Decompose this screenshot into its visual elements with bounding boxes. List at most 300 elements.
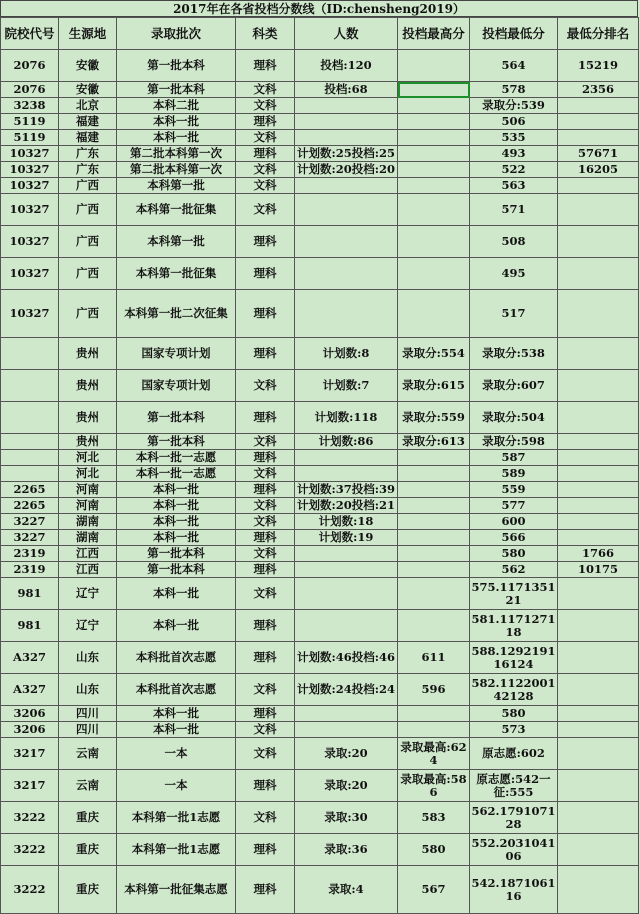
cell-origin[interactable]: 重庆 xyxy=(59,866,117,914)
cell-category[interactable]: 理科 xyxy=(236,290,295,338)
cell-origin[interactable]: 江西 xyxy=(59,562,117,578)
cell-origin[interactable]: 贵州 xyxy=(59,402,117,434)
cell-max-score[interactable] xyxy=(398,98,470,114)
cell-max-score[interactable]: 583 xyxy=(398,802,470,834)
cell-count[interactable]: 计划数:18 xyxy=(295,514,398,530)
cell-origin[interactable]: 云南 xyxy=(59,738,117,770)
cell-min-score[interactable]: 575.117135121 xyxy=(470,578,558,610)
cell-min-rank[interactable] xyxy=(558,530,639,546)
cell-origin[interactable]: 河北 xyxy=(59,450,117,466)
cell-count[interactable]: 计划数:20投档:20 xyxy=(295,162,398,178)
cell-min-score[interactable]: 517 xyxy=(470,290,558,338)
cell-max-score[interactable] xyxy=(398,466,470,482)
cell-max-score[interactable] xyxy=(398,290,470,338)
cell-school-code[interactable]: 10327 xyxy=(1,226,59,258)
cell-school-code[interactable]: 2076 xyxy=(1,82,59,98)
cell-min-score[interactable]: 录取分:598 xyxy=(470,434,558,450)
cell-count[interactable] xyxy=(295,178,398,194)
cell-count[interactable]: 计划数:24投档:24 xyxy=(295,674,398,706)
cell-category[interactable]: 理科 xyxy=(236,50,295,82)
cell-max-score[interactable]: 567 xyxy=(398,866,470,914)
cell-count[interactable] xyxy=(295,610,398,642)
cell-category[interactable]: 文科 xyxy=(236,178,295,194)
cell-school-code[interactable] xyxy=(1,338,59,370)
cell-min-rank[interactable] xyxy=(558,834,639,866)
cell-min-rank[interactable] xyxy=(558,338,639,370)
cell-origin[interactable]: 广西 xyxy=(59,194,117,226)
cell-min-rank[interactable] xyxy=(558,114,639,130)
cell-category[interactable]: 理科 xyxy=(236,834,295,866)
table-row xyxy=(1,50,639,82)
cell-school-code[interactable] xyxy=(1,450,59,466)
cell-batch[interactable]: 本科第一批 xyxy=(117,226,236,258)
cell-origin[interactable]: 重庆 xyxy=(59,802,117,834)
cell-origin[interactable]: 贵州 xyxy=(59,434,117,450)
cell-min-score[interactable]: 571 xyxy=(470,194,558,226)
cell-count[interactable]: 录取:36 xyxy=(295,834,398,866)
cell-batch[interactable]: 第一批本科 xyxy=(117,562,236,578)
cell-min-score[interactable]: 580 xyxy=(470,546,558,562)
cell-batch[interactable]: 第二批本科第一次 xyxy=(117,162,236,178)
cell-category[interactable]: 文科 xyxy=(236,514,295,530)
cell-max-score[interactable]: 录取分:613 xyxy=(398,434,470,450)
cell-min-rank[interactable] xyxy=(558,802,639,834)
cell-count[interactable] xyxy=(295,130,398,146)
header-origin[interactable]: 生源地 xyxy=(59,18,117,50)
cell-max-score[interactable] xyxy=(398,706,470,722)
cell-min-rank[interactable] xyxy=(558,402,639,434)
cell-min-rank[interactable] xyxy=(558,722,639,738)
cell-category[interactable]: 文科 xyxy=(236,162,295,178)
cell-count[interactable]: 计划数:118 xyxy=(295,402,398,434)
cell-count[interactable] xyxy=(295,578,398,610)
cell-batch[interactable]: 一本 xyxy=(117,770,236,802)
cell-count[interactable]: 计划数:8 xyxy=(295,338,398,370)
header-min-score[interactable]: 投档最低分 xyxy=(470,18,558,50)
cell-batch[interactable]: 本科一批 xyxy=(117,130,236,146)
cell-max-score[interactable] xyxy=(398,146,470,162)
cell-school-code[interactable]: 981 xyxy=(1,578,59,610)
cell-school-code[interactable]: 5119 xyxy=(1,114,59,130)
cell-min-score[interactable]: 542.187106116 xyxy=(470,866,558,914)
cell-category[interactable]: 文科 xyxy=(236,434,295,450)
cell-batch[interactable]: 本科一批一志愿 xyxy=(117,450,236,466)
cell-max-score[interactable] xyxy=(398,610,470,642)
cell-origin[interactable]: 广东 xyxy=(59,146,117,162)
cell-school-code[interactable]: 2265 xyxy=(1,498,59,514)
cell-count[interactable]: 投档:120 xyxy=(295,50,398,82)
cell-min-rank[interactable]: 2356 xyxy=(558,82,639,98)
header-batch[interactable]: 录取批次 xyxy=(117,18,236,50)
cell-count[interactable] xyxy=(295,562,398,578)
cell-origin[interactable]: 河南 xyxy=(59,482,117,498)
cell-batch[interactable]: 第一批本科 xyxy=(117,82,236,98)
cell-count[interactable] xyxy=(295,114,398,130)
cell-origin[interactable]: 湖南 xyxy=(59,530,117,546)
cell-max-score[interactable]: 录取分:559 xyxy=(398,402,470,434)
cell-max-score[interactable]: 录取分:554 xyxy=(398,338,470,370)
cell-origin[interactable]: 广西 xyxy=(59,290,117,338)
cell-batch[interactable]: 本科一批 xyxy=(117,530,236,546)
cell-origin[interactable]: 云南 xyxy=(59,770,117,802)
cell-max-score[interactable] xyxy=(398,498,470,514)
cell-max-score[interactable] xyxy=(398,722,470,738)
cell-school-code[interactable]: 2319 xyxy=(1,546,59,562)
cell-school-code[interactable]: 3217 xyxy=(1,738,59,770)
cell-min-score[interactable]: 522 xyxy=(470,162,558,178)
cell-school-code[interactable]: 10327 xyxy=(1,146,59,162)
cell-school-code[interactable]: 3206 xyxy=(1,722,59,738)
cell-max-score[interactable] xyxy=(398,50,470,82)
cell-count[interactable] xyxy=(295,722,398,738)
header-min-rank[interactable]: 最低分排名 xyxy=(558,18,639,50)
cell-batch[interactable]: 本科一批 xyxy=(117,498,236,514)
cell-min-score[interactable]: 录取分:504 xyxy=(470,402,558,434)
cell-min-score[interactable]: 588.129219116124 xyxy=(470,642,558,674)
cell-origin[interactable]: 湖南 xyxy=(59,514,117,530)
cell-min-score[interactable]: 495 xyxy=(470,258,558,290)
table-row xyxy=(1,434,639,450)
cell-count[interactable] xyxy=(295,706,398,722)
cell-category[interactable]: 文科 xyxy=(236,98,295,114)
cell-school-code[interactable]: 2076 xyxy=(1,50,59,82)
cell-origin[interactable]: 河南 xyxy=(59,498,117,514)
cell-min-score[interactable]: 559 xyxy=(470,482,558,498)
cell-min-score[interactable]: 506 xyxy=(470,114,558,130)
cell-batch[interactable]: 本科第一批1志愿 xyxy=(117,834,236,866)
cell-min-rank[interactable] xyxy=(558,466,639,482)
cell-origin[interactable]: 广西 xyxy=(59,226,117,258)
cell-min-rank[interactable] xyxy=(558,178,639,194)
cell-min-rank[interactable] xyxy=(558,578,639,610)
cell-origin[interactable]: 福建 xyxy=(59,114,117,130)
cell-count[interactable]: 计划数:19 xyxy=(295,530,398,546)
cell-origin[interactable]: 贵州 xyxy=(59,370,117,402)
cell-category[interactable]: 文科 xyxy=(236,674,295,706)
cell-category[interactable]: 理科 xyxy=(236,450,295,466)
cell-category[interactable]: 文科 xyxy=(236,194,295,226)
cell-min-rank[interactable]: 1766 xyxy=(558,546,639,562)
cell-min-rank[interactable] xyxy=(558,498,639,514)
cell-max-score[interactable]: 录取最高:586 xyxy=(398,770,470,802)
cell-min-score[interactable]: 589 xyxy=(470,466,558,482)
cell-max-score[interactable] xyxy=(398,194,470,226)
cell-min-score[interactable]: 录取分:539 xyxy=(470,98,558,114)
cell-min-score[interactable]: 508 xyxy=(470,226,558,258)
cell-min-score[interactable]: 581.117127118 xyxy=(470,610,558,642)
cell-min-score[interactable]: 录取分:538 xyxy=(470,338,558,370)
cell-min-rank[interactable] xyxy=(558,706,639,722)
cell-count[interactable]: 投档:68 xyxy=(295,82,398,98)
cell-min-score[interactable]: 563 xyxy=(470,178,558,194)
header-school-code[interactable]: 院校代号 xyxy=(1,18,59,50)
cell-min-rank[interactable] xyxy=(558,514,639,530)
cell-max-score[interactable]: 580 xyxy=(398,834,470,866)
cell-category[interactable]: 理科 xyxy=(236,146,295,162)
cell-min-score[interactable]: 录取分:607 xyxy=(470,370,558,402)
cell-school-code[interactable]: 3227 xyxy=(1,530,59,546)
header-count[interactable]: 人数 xyxy=(295,18,398,50)
cell-min-rank[interactable]: 57671 xyxy=(558,146,639,162)
cell-batch[interactable]: 国家专项计划 xyxy=(117,370,236,402)
cell-category[interactable]: 理科 xyxy=(236,402,295,434)
cell-category[interactable]: 文科 xyxy=(236,578,295,610)
cell-batch[interactable]: 一本 xyxy=(117,738,236,770)
cell-count[interactable] xyxy=(295,290,398,338)
cell-max-score[interactable] xyxy=(398,530,470,546)
table-row xyxy=(1,530,639,546)
cell-category[interactable]: 文科 xyxy=(236,802,295,834)
cell-min-rank[interactable] xyxy=(558,770,639,802)
cell-origin[interactable]: 山东 xyxy=(59,642,117,674)
cell-count[interactable]: 录取:20 xyxy=(295,770,398,802)
cell-count[interactable]: 计划数:20投档:21 xyxy=(295,498,398,514)
cell-count[interactable]: 计划数:86 xyxy=(295,434,398,450)
cell-min-score[interactable]: 600 xyxy=(470,514,558,530)
cell-school-code[interactable]: 5119 xyxy=(1,130,59,146)
cell-batch[interactable]: 本科第一批征集 xyxy=(117,194,236,226)
cell-max-score[interactable] xyxy=(398,514,470,530)
cell-min-rank[interactable] xyxy=(558,610,639,642)
header-category[interactable]: 科类 xyxy=(236,18,295,50)
cell-school-code[interactable]: 3217 xyxy=(1,770,59,802)
cell-origin[interactable]: 安徽 xyxy=(59,82,117,98)
cell-min-rank[interactable] xyxy=(558,226,639,258)
cell-category[interactable]: 文科 xyxy=(236,82,295,98)
cell-min-score[interactable]: 535 xyxy=(470,130,558,146)
header-row xyxy=(1,18,639,50)
cell-count[interactable]: 计划数:7 xyxy=(295,370,398,402)
cell-origin[interactable]: 河北 xyxy=(59,466,117,482)
cell-max-score[interactable] xyxy=(398,130,470,146)
cell-min-score[interactable]: 564 xyxy=(470,50,558,82)
cell-min-score[interactable]: 原志愿:542一征:555 xyxy=(470,770,558,802)
table-row xyxy=(1,498,639,514)
cell-category[interactable]: 理科 xyxy=(236,482,295,498)
cell-count[interactable] xyxy=(295,98,398,114)
cell-count[interactable] xyxy=(295,546,398,562)
cell-school-code[interactable]: A327 xyxy=(1,642,59,674)
table-row xyxy=(1,226,639,258)
cell-max-score[interactable] xyxy=(398,258,470,290)
cell-school-code[interactable]: 10327 xyxy=(1,290,59,338)
cell-min-score[interactable]: 562 xyxy=(470,562,558,578)
cell-batch[interactable]: 本科第一批1志愿 xyxy=(117,802,236,834)
cell-school-code[interactable] xyxy=(1,466,59,482)
cell-school-code[interactable]: 3227 xyxy=(1,514,59,530)
cell-batch[interactable]: 第一批本科 xyxy=(117,546,236,562)
cell-school-code[interactable]: 3222 xyxy=(1,834,59,866)
cell-category[interactable]: 文科 xyxy=(236,722,295,738)
cell-max-score[interactable]: 录取分:615 xyxy=(398,370,470,402)
cell-min-rank[interactable]: 15219 xyxy=(558,50,639,82)
cell-batch[interactable]: 第二批本科第一次 xyxy=(117,146,236,162)
cell-min-score[interactable]: 577 xyxy=(470,498,558,514)
cell-batch[interactable]: 第一批本科 xyxy=(117,50,236,82)
cell-origin[interactable]: 北京 xyxy=(59,98,117,114)
table-row xyxy=(1,802,639,834)
cell-batch[interactable]: 本科第一批征集志愿 xyxy=(117,866,236,914)
cell-origin[interactable]: 广西 xyxy=(59,258,117,290)
cell-category[interactable]: 文科 xyxy=(236,546,295,562)
cell-count[interactable] xyxy=(295,258,398,290)
cell-origin[interactable]: 安徽 xyxy=(59,50,117,82)
sheet-title[interactable]: 2017年在各省投档分数线（ID:chensheng2019） xyxy=(0,0,638,17)
cell-max-score[interactable] xyxy=(398,450,470,466)
cell-batch[interactable]: 本科一批 xyxy=(117,610,236,642)
cell-count[interactable]: 录取:20 xyxy=(295,738,398,770)
cell-category[interactable]: 理科 xyxy=(236,706,295,722)
cell-min-rank[interactable]: 10175 xyxy=(558,562,639,578)
cell-batch[interactable]: 本科一批 xyxy=(117,578,236,610)
cell-school-code[interactable]: 10327 xyxy=(1,162,59,178)
cell-min-rank[interactable] xyxy=(558,130,639,146)
cell-school-code[interactable]: 3206 xyxy=(1,706,59,722)
cell-batch[interactable]: 本科批首次志愿 xyxy=(117,642,236,674)
cell-min-score[interactable]: 552.203104106 xyxy=(470,834,558,866)
cell-batch[interactable]: 本科第一批二次征集 xyxy=(117,290,236,338)
cell-school-code[interactable] xyxy=(1,370,59,402)
cell-school-code[interactable]: 2265 xyxy=(1,482,59,498)
cell-min-rank[interactable] xyxy=(558,866,639,914)
cell-count[interactable]: 录取:4 xyxy=(295,866,398,914)
cell-origin[interactable]: 福建 xyxy=(59,130,117,146)
cell-max-score[interactable]: 611 xyxy=(398,642,470,674)
cell-school-code[interactable]: 10327 xyxy=(1,178,59,194)
cell-min-rank[interactable] xyxy=(558,642,639,674)
cell-min-score[interactable]: 578 xyxy=(470,82,558,98)
table-row xyxy=(1,834,639,866)
cell-max-score[interactable] xyxy=(398,178,470,194)
cell-batch[interactable]: 本科第一批 xyxy=(117,178,236,194)
cell-min-score[interactable]: 493 xyxy=(470,146,558,162)
cell-origin[interactable]: 辽宁 xyxy=(59,610,117,642)
cell-min-rank[interactable]: 16205 xyxy=(558,162,639,178)
cell-min-rank[interactable] xyxy=(558,290,639,338)
cell-min-rank[interactable] xyxy=(558,482,639,498)
cell-origin[interactable]: 贵州 xyxy=(59,338,117,370)
cell-batch[interactable]: 第一批本科 xyxy=(117,402,236,434)
cell-category[interactable]: 理科 xyxy=(236,866,295,914)
cell-school-code[interactable]: 2319 xyxy=(1,562,59,578)
cell-category[interactable]: 理科 xyxy=(236,610,295,642)
cell-origin[interactable]: 四川 xyxy=(59,706,117,722)
cell-count[interactable]: 计划数:25投档:25 xyxy=(295,146,398,162)
cell-school-code[interactable]: 3222 xyxy=(1,866,59,914)
cell-category[interactable]: 理科 xyxy=(236,562,295,578)
cell-batch[interactable]: 第一批本科 xyxy=(117,434,236,450)
cell-category[interactable]: 文科 xyxy=(236,370,295,402)
cell-max-score[interactable] xyxy=(398,226,470,258)
cell-batch[interactable]: 本科批首次志愿 xyxy=(117,674,236,706)
cell-batch[interactable]: 本科一批 xyxy=(117,722,236,738)
cell-category[interactable]: 理科 xyxy=(236,258,295,290)
cell-max-score[interactable] xyxy=(398,546,470,562)
cell-category[interactable]: 理科 xyxy=(236,642,295,674)
cell-origin[interactable]: 重庆 xyxy=(59,834,117,866)
cell-origin[interactable]: 山东 xyxy=(59,674,117,706)
cell-max-score[interactable]: 596 xyxy=(398,674,470,706)
cell-category[interactable]: 理科 xyxy=(236,226,295,258)
cell-max-score[interactable] xyxy=(398,114,470,130)
cell-count[interactable] xyxy=(295,194,398,226)
cell-max-score[interactable] xyxy=(398,482,470,498)
table-row xyxy=(1,402,639,434)
cell-max-score[interactable] xyxy=(398,82,470,98)
cell-min-score[interactable]: 587 xyxy=(470,450,558,466)
cell-category[interactable]: 文科 xyxy=(236,130,295,146)
cell-min-score[interactable]: 562.179107128 xyxy=(470,802,558,834)
cell-category[interactable]: 理科 xyxy=(236,770,295,802)
cell-batch[interactable]: 本科第一批征集 xyxy=(117,258,236,290)
cell-school-code[interactable]: 10327 xyxy=(1,258,59,290)
cell-max-score[interactable] xyxy=(398,562,470,578)
cell-category[interactable]: 理科 xyxy=(236,530,295,546)
cell-count[interactable]: 计划数:37投档:39 xyxy=(295,482,398,498)
cell-batch[interactable]: 本科一批 xyxy=(117,114,236,130)
cell-max-score[interactable] xyxy=(398,162,470,178)
cell-school-code[interactable]: 10327 xyxy=(1,194,59,226)
cell-min-rank[interactable] xyxy=(558,674,639,706)
cell-min-score[interactable]: 原志愿:602 xyxy=(470,738,558,770)
cell-batch[interactable]: 国家专项计划 xyxy=(117,338,236,370)
cell-school-code[interactable]: A327 xyxy=(1,674,59,706)
cell-count[interactable]: 录取:30 xyxy=(295,802,398,834)
cell-min-rank[interactable] xyxy=(558,450,639,466)
table-row xyxy=(1,482,639,498)
cell-batch[interactable]: 本科一批 xyxy=(117,706,236,722)
cell-category[interactable]: 文科 xyxy=(236,498,295,514)
cell-min-score[interactable]: 573 xyxy=(470,722,558,738)
cell-category[interactable]: 文科 xyxy=(236,466,295,482)
cell-batch[interactable]: 本科一批一志愿 xyxy=(117,466,236,482)
table-row xyxy=(1,866,639,914)
cell-count[interactable] xyxy=(295,450,398,466)
cell-school-code[interactable]: 3238 xyxy=(1,98,59,114)
cell-category[interactable]: 理科 xyxy=(236,114,295,130)
cell-batch[interactable]: 本科一批 xyxy=(117,482,236,498)
cell-count[interactable]: 计划数:46投档:46 xyxy=(295,642,398,674)
cell-origin[interactable]: 广西 xyxy=(59,178,117,194)
cell-batch[interactable]: 本科二批 xyxy=(117,98,236,114)
cell-count[interactable] xyxy=(295,466,398,482)
cell-min-score[interactable]: 580 xyxy=(470,706,558,722)
cell-min-rank[interactable] xyxy=(558,434,639,450)
cell-min-rank[interactable] xyxy=(558,738,639,770)
cell-category[interactable]: 理科 xyxy=(236,338,295,370)
cell-origin[interactable]: 辽宁 xyxy=(59,578,117,610)
cell-min-rank[interactable] xyxy=(558,194,639,226)
cell-batch[interactable]: 本科一批 xyxy=(117,514,236,530)
cell-min-score[interactable]: 566 xyxy=(470,530,558,546)
cell-school-code[interactable]: 3222 xyxy=(1,802,59,834)
cell-count[interactable] xyxy=(295,226,398,258)
cell-origin[interactable]: 江西 xyxy=(59,546,117,562)
header-max-score[interactable]: 投档最高分 xyxy=(398,18,470,50)
cell-school-code[interactable]: 981 xyxy=(1,610,59,642)
cell-school-code[interactable] xyxy=(1,402,59,434)
cell-school-code[interactable] xyxy=(1,434,59,450)
cell-min-rank[interactable] xyxy=(558,258,639,290)
cell-max-score[interactable] xyxy=(398,578,470,610)
cell-category[interactable]: 文科 xyxy=(236,738,295,770)
cell-min-rank[interactable] xyxy=(558,370,639,402)
cell-origin[interactable]: 广东 xyxy=(59,162,117,178)
cell-min-rank[interactable] xyxy=(558,98,639,114)
cell-min-score[interactable]: 582.112200142128 xyxy=(470,674,558,706)
cell-max-score[interactable]: 录取最高:624 xyxy=(398,738,470,770)
cell-origin[interactable]: 四川 xyxy=(59,722,117,738)
